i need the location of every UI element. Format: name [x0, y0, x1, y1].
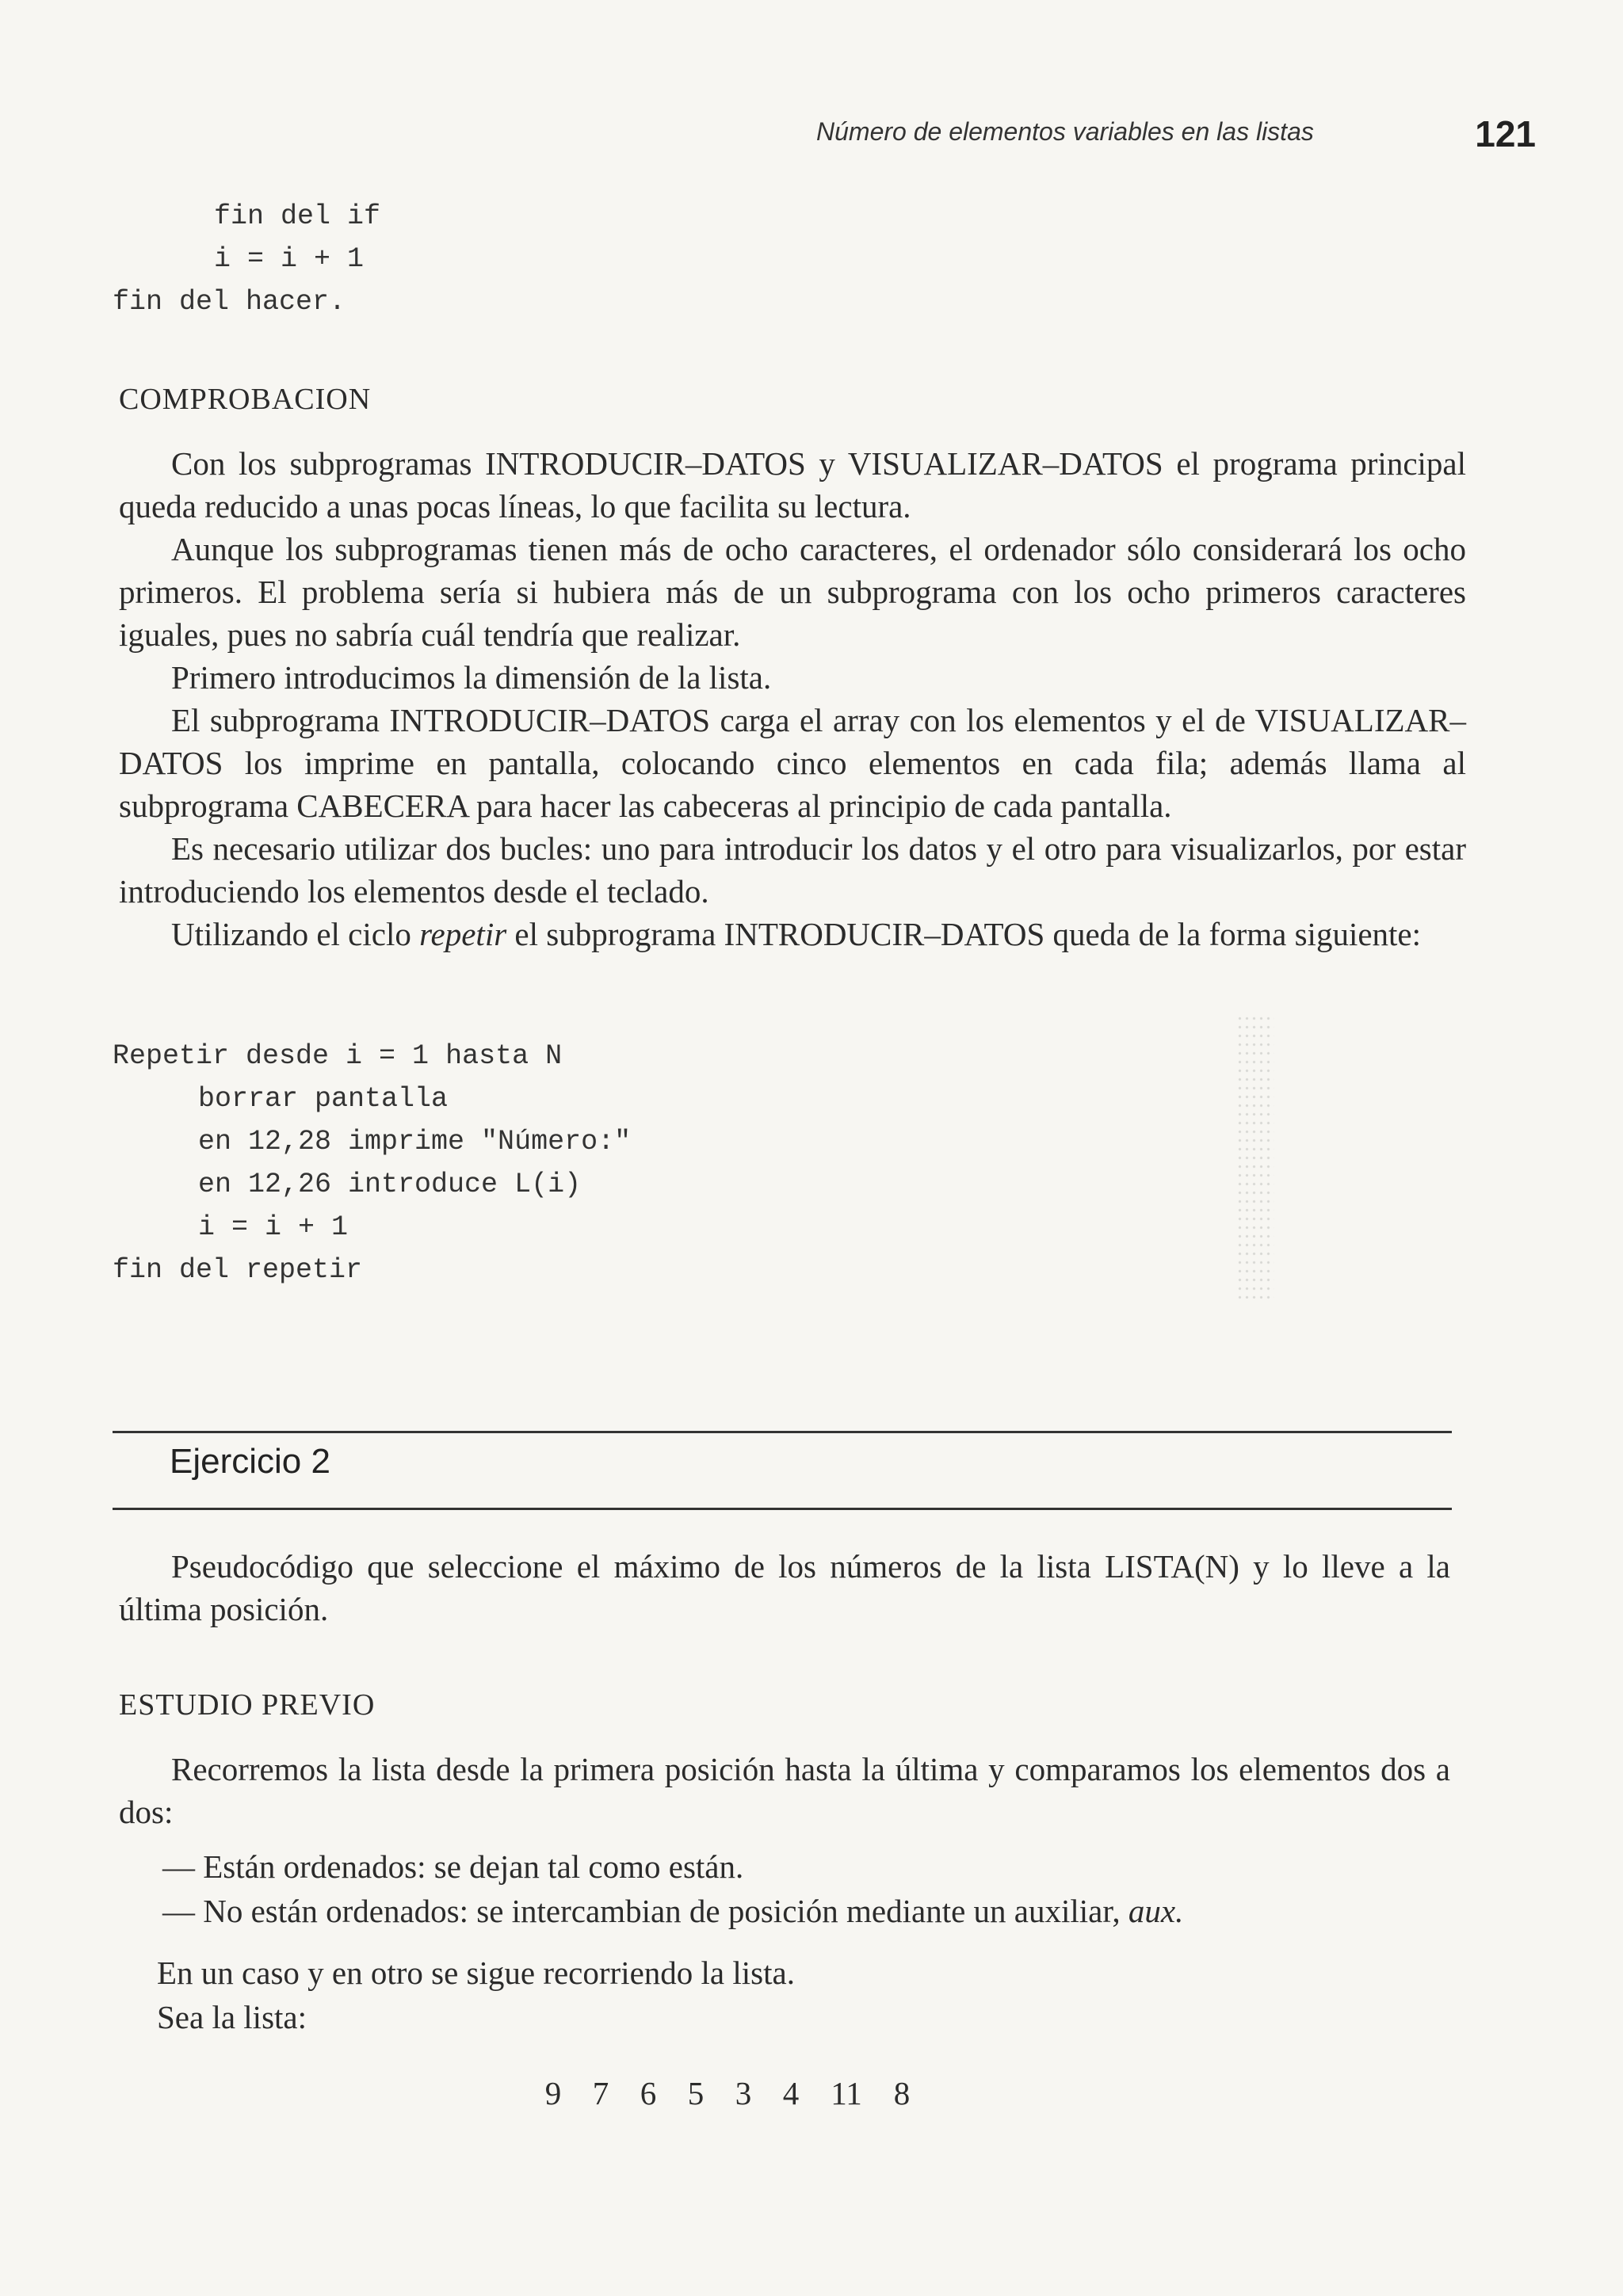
list-values: [529, 2074, 926, 2112]
paragraph: Con los subprogramas INTRODUCIR–DATOS y VISUALIZAR–DATOS el programa principal queda reducido a unas pocas líneas, lo que facilita su lectura.: [119, 445, 1466, 524]
paragraph: El subprograma INTRODUCIR–DATOS carga el array con los elementos y el de VISUALIZAR–DATOS los imprime en pantalla, colocando cinco elementos en cada fila; además llama al subprograma CABECERA para hacer las cabeceras al principio de cada pantalla.: [119, 702, 1466, 824]
list-value: 9: [544, 2075, 562, 2111]
paragraph: Recorremos la lista desde la primera posición hasta la última y comparamos los elementos dos a dos:: [119, 1751, 1450, 1830]
code-line: en 12,28 imprime "Número:": [198, 1126, 632, 1158]
code-line: borrar pantalla: [198, 1083, 449, 1115]
list-value: 3: [735, 2075, 752, 2111]
estudio-after: [157, 1951, 1346, 2039]
exercise-statement: [119, 1545, 1450, 1630]
code-line: fin del hacer.: [113, 286, 346, 318]
code-line: en 12,26 introduce L(i): [198, 1169, 582, 1200]
code-line: fin del if: [214, 200, 381, 232]
text-run: Utilizando el ciclo: [171, 916, 420, 952]
dash-list: [162, 1844, 1351, 1933]
list-value: 8: [893, 2075, 911, 2111]
paragraph: Es necesario utilizar dos bucles: uno para introducir los datos y el otro para visualizarlos, por estar introduciendo los elementos desde el teclado.: [119, 830, 1466, 910]
dash-item: — Están ordenados: se dejan tal como están.: [162, 1848, 744, 1885]
code-block-repetir: [113, 1035, 631, 1291]
paragraph: Primero introducimos la dimensión de la lista.: [171, 659, 772, 696]
list-value: 5: [687, 2075, 705, 2111]
running-title: Número de elementos variables en las listas: [816, 117, 1314, 146]
paragraph: Sea la lista:: [157, 1999, 307, 2035]
text-run: el subprograma INTRODUCIR–DATOS queda de la forma siguiente:: [506, 916, 1422, 952]
exercise-title: Ejercicio 2: [170, 1442, 330, 1481]
heading-estudio-previo: ESTUDIO PREVIO: [119, 1688, 376, 1722]
paragraph-repetir-intro: [119, 913, 1466, 955]
emphasis-repetir: repetir: [419, 916, 507, 952]
paragraph: En un caso y en otro se sigue recorriendo la lista.: [157, 1955, 795, 1991]
exercise-rule-top: [113, 1431, 1452, 1433]
list-value: 6: [640, 2075, 657, 2111]
heading-comprobacion: COMPROBACION: [119, 383, 372, 416]
page-number: 121: [1475, 113, 1536, 154]
code-block-top: [113, 195, 380, 323]
exercise-rule-bottom: [113, 1508, 1452, 1510]
dash-item: [162, 1889, 1351, 1933]
paragraph: Pseudocódigo que seleccione el máximo de los números de la lista LISTA(N) y lo lleve a la última posición.: [119, 1548, 1450, 1627]
comprobacion-body: [119, 442, 1466, 955]
code-line: fin del repetir: [113, 1254, 363, 1286]
code-line: Repetir desde i = 1 hasta N: [113, 1040, 563, 1072]
estudio-intro: [119, 1748, 1450, 1833]
list-value: 11: [831, 2075, 862, 2111]
scan-speckle: [1236, 1014, 1274, 1299]
code-line: i = i + 1: [198, 1211, 349, 1243]
text-run: — No están ordenados: se intercambian de posición mediante un auxiliar,: [162, 1893, 1128, 1929]
running-header: [816, 113, 1536, 160]
list-value: 4: [782, 2075, 800, 2111]
paragraph: Aunque los subprogramas tienen más de ocho caracteres, el ordenador sólo considerará los ocho primeros. El problema sería si hubiera más de un subprograma con los ocho primeros caracteres iguales, pues no sabría cuál tendría que realizar.: [119, 531, 1466, 653]
list-value: 7: [592, 2075, 609, 2111]
code-line: i = i + 1: [214, 243, 365, 275]
emphasis-aux: aux.: [1128, 1893, 1184, 1929]
